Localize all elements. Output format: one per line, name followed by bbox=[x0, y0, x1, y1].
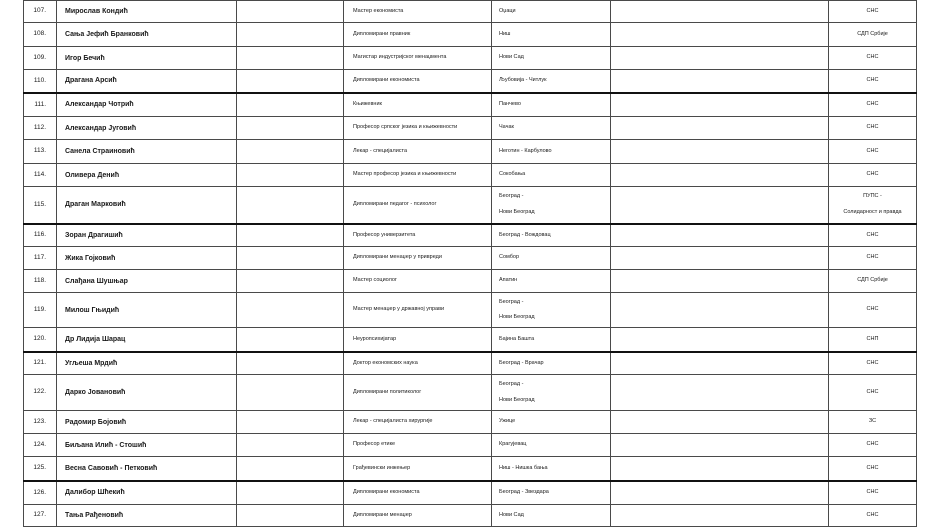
row-number: 120. bbox=[24, 328, 57, 352]
candidate-name: Биљана Илић - Стошић bbox=[57, 434, 237, 457]
candidate-name: Драгана Арсић bbox=[57, 70, 237, 93]
row-number: 115. bbox=[24, 187, 57, 224]
empty-cell bbox=[237, 187, 344, 224]
candidate-occupation-line: Дипломирани економиста bbox=[353, 489, 420, 495]
empty-cell bbox=[237, 47, 344, 70]
candidate-name: Сања Јефић Бранковић bbox=[57, 23, 237, 47]
candidate-party bbox=[829, 434, 917, 457]
candidate-party-line: СНС bbox=[866, 7, 879, 14]
candidate-party bbox=[829, 411, 917, 434]
candidate-residence-line: Београд - bbox=[499, 381, 524, 387]
table-row bbox=[24, 457, 917, 481]
candidate-occupation bbox=[344, 23, 492, 47]
candidate-party-line: СНС bbox=[866, 511, 879, 518]
table-row bbox=[24, 164, 917, 187]
table-row bbox=[24, 47, 917, 70]
candidate-residence bbox=[492, 70, 611, 93]
row-number: 116. bbox=[24, 224, 57, 247]
candidate-occupation bbox=[344, 247, 492, 270]
candidate-occupation bbox=[344, 70, 492, 93]
row-number: 107. bbox=[24, 1, 57, 23]
candidate-name: Зоран Драгишић bbox=[57, 224, 237, 247]
table-row bbox=[24, 411, 917, 434]
empty-cell bbox=[611, 457, 829, 481]
candidate-party-line: СНС bbox=[866, 147, 879, 154]
candidate-occupation bbox=[344, 434, 492, 457]
candidate-party-line: СНС bbox=[866, 306, 879, 313]
candidate-residence bbox=[492, 224, 611, 247]
empty-cell bbox=[237, 164, 344, 187]
table-row bbox=[24, 505, 917, 527]
candidate-party-line: СДП Србије bbox=[857, 277, 888, 284]
row-number: 112. bbox=[24, 117, 57, 140]
candidate-residence-line: Сомбор bbox=[499, 254, 520, 261]
candidate-party bbox=[829, 187, 917, 224]
candidate-residence-line: Београд - Врачар bbox=[499, 359, 544, 366]
candidate-party-line: Солидарност и правда bbox=[843, 208, 902, 215]
candidate-occupation bbox=[344, 375, 492, 411]
empty-cell bbox=[237, 375, 344, 411]
candidate-name: Весна Савовић - Петковић bbox=[57, 457, 237, 481]
candidate-occupation bbox=[344, 164, 492, 187]
candidate-party-line: СНС bbox=[866, 171, 879, 178]
table-row bbox=[24, 375, 917, 411]
candidate-occupation bbox=[344, 481, 492, 505]
candidate-party-line: СНС bbox=[866, 101, 879, 107]
candidate-residence-line: Неготин - Карбулово bbox=[499, 147, 552, 154]
candidate-party bbox=[829, 224, 917, 247]
candidate-occupation-line: Професор универзитета bbox=[353, 231, 416, 238]
candidate-residence-line: Љубовија - Читлук bbox=[499, 77, 547, 83]
candidate-name: Дарко Јовановић bbox=[57, 375, 237, 411]
candidate-residence bbox=[492, 328, 611, 352]
row-number: 119. bbox=[24, 293, 57, 328]
candidate-name: Радомир Бојовић bbox=[57, 411, 237, 434]
table-row bbox=[24, 352, 917, 375]
empty-cell bbox=[237, 117, 344, 140]
candidate-residence-line: Панчево bbox=[499, 101, 521, 107]
candidate-occupation-line: Доктор економских наука bbox=[353, 359, 418, 366]
table-row bbox=[24, 93, 917, 117]
candidate-name: Оливера Денић bbox=[57, 164, 237, 187]
row-number: 122. bbox=[24, 375, 57, 411]
candidate-occupation-line: Дипломирани правник bbox=[353, 30, 411, 37]
empty-cell bbox=[237, 1, 344, 23]
empty-cell bbox=[611, 375, 829, 411]
candidate-residence bbox=[492, 93, 611, 117]
empty-cell bbox=[611, 247, 829, 270]
candidate-residence bbox=[492, 411, 611, 434]
row-number: 125. bbox=[24, 457, 57, 481]
candidate-occupation bbox=[344, 505, 492, 527]
candidate-party-line: СНС bbox=[866, 54, 879, 61]
empty-cell bbox=[611, 140, 829, 164]
table-row bbox=[24, 247, 917, 270]
row-number: 113. bbox=[24, 140, 57, 164]
empty-cell bbox=[237, 247, 344, 270]
candidate-party bbox=[829, 247, 917, 270]
empty-cell bbox=[237, 505, 344, 527]
candidate-party-line: СНП bbox=[866, 335, 879, 342]
candidate-name: Далибор Шћекић bbox=[57, 481, 237, 505]
candidate-occupation-line: Књижевник bbox=[353, 101, 382, 107]
empty-cell bbox=[611, 224, 829, 247]
row-number: 126. bbox=[24, 481, 57, 505]
candidate-party bbox=[829, 293, 917, 328]
candidate-residence-line: Ужице bbox=[499, 418, 516, 425]
empty-cell bbox=[611, 23, 829, 47]
candidate-party-line: СДП Србије bbox=[857, 30, 888, 37]
candidate-occupation-line: Мастер економиста bbox=[353, 7, 404, 14]
candidate-residence bbox=[492, 117, 611, 140]
candidate-party bbox=[829, 23, 917, 47]
candidate-residence bbox=[492, 187, 611, 224]
empty-cell bbox=[611, 164, 829, 187]
candidate-name: Слађана Шушњар bbox=[57, 270, 237, 293]
candidate-occupation-line: Професор српског језика и књижевности bbox=[353, 124, 458, 131]
candidate-residence bbox=[492, 140, 611, 164]
candidate-residence-line: Београд - bbox=[499, 193, 524, 200]
candidate-name: Александар Чотрић bbox=[57, 93, 237, 117]
candidate-party bbox=[829, 481, 917, 505]
candidate-name: Игор Бечић bbox=[57, 47, 237, 70]
candidate-occupation bbox=[344, 457, 492, 481]
row-number: 121. bbox=[24, 352, 57, 375]
candidate-party bbox=[829, 505, 917, 527]
row-number: 127. bbox=[24, 505, 57, 527]
candidate-residence-line: Ниш - Нишка бања bbox=[499, 464, 548, 471]
candidate-residence bbox=[492, 23, 611, 47]
candidate-occupation-line: Дипломирани политиколог bbox=[353, 388, 422, 395]
candidate-party-line: СНС bbox=[866, 489, 879, 495]
candidate-name: Мирослав Кондић bbox=[57, 1, 237, 23]
row-number: 123. bbox=[24, 411, 57, 434]
candidate-residence bbox=[492, 375, 611, 411]
empty-cell bbox=[611, 328, 829, 352]
empty-cell bbox=[611, 117, 829, 140]
empty-cell bbox=[237, 70, 344, 93]
empty-cell bbox=[611, 47, 829, 70]
row-number: 124. bbox=[24, 434, 57, 457]
candidate-party-line: СНС bbox=[866, 77, 879, 83]
empty-cell bbox=[237, 140, 344, 164]
empty-cell bbox=[611, 434, 829, 457]
candidate-occupation bbox=[344, 411, 492, 434]
candidate-name: Александар Југовић bbox=[57, 117, 237, 140]
candidate-party-line: СНС bbox=[866, 441, 879, 448]
empty-cell bbox=[611, 1, 829, 23]
candidate-occupation-line: Дипломирани педагог - психолог bbox=[353, 201, 437, 207]
candidate-residence-line: Сокобања bbox=[499, 171, 526, 178]
candidate-party bbox=[829, 457, 917, 481]
table-row bbox=[24, 140, 917, 164]
candidate-occupation-line: Мастер професор језика и књижевности bbox=[353, 171, 457, 178]
empty-cell bbox=[237, 352, 344, 375]
row-number: 114. bbox=[24, 164, 57, 187]
candidate-residence-line: Београд - Звездара bbox=[499, 489, 549, 495]
empty-cell bbox=[611, 187, 829, 224]
row-number: 118. bbox=[24, 270, 57, 293]
table-row bbox=[24, 224, 917, 247]
candidate-name: Драган Марковић bbox=[57, 187, 237, 224]
candidate-party-line: ПУПС - bbox=[863, 193, 882, 200]
candidate-party-line: ЗС bbox=[868, 418, 877, 425]
candidate-occupation-line: Дипломирани менаџер у привреди bbox=[353, 254, 442, 261]
candidate-occupation bbox=[344, 328, 492, 352]
table-row bbox=[24, 328, 917, 352]
table-row bbox=[24, 187, 917, 224]
candidate-occupation-line: Мастер социолог bbox=[353, 277, 397, 284]
empty-cell bbox=[611, 481, 829, 505]
candidate-party bbox=[829, 70, 917, 93]
candidate-occupation-line: Професор етике bbox=[353, 441, 396, 448]
candidate-occupation-line: Грађевински инжењер bbox=[353, 464, 411, 471]
candidate-residence-line: Оџаци bbox=[499, 7, 516, 14]
candidate-residence bbox=[492, 164, 611, 187]
table-row bbox=[24, 23, 917, 47]
candidate-residence bbox=[492, 505, 611, 527]
candidate-party bbox=[829, 117, 917, 140]
empty-cell bbox=[237, 434, 344, 457]
candidate-residence bbox=[492, 457, 611, 481]
candidate-party bbox=[829, 375, 917, 411]
candidate-residence bbox=[492, 293, 611, 328]
candidate-occupation-line: Магистар индустријског менаџмента bbox=[353, 54, 447, 61]
candidate-name: Санела Страиновић bbox=[57, 140, 237, 164]
candidate-occupation bbox=[344, 187, 492, 224]
candidate-occupation bbox=[344, 47, 492, 70]
candidate-rows bbox=[24, 1, 917, 527]
candidate-party-line: СНС bbox=[866, 359, 879, 366]
empty-cell bbox=[611, 411, 829, 434]
candidate-residence bbox=[492, 481, 611, 505]
candidate-party bbox=[829, 93, 917, 117]
candidate-party bbox=[829, 1, 917, 23]
table-row bbox=[24, 293, 917, 328]
table-row bbox=[24, 434, 917, 457]
candidate-residence-line: Ниш bbox=[499, 30, 511, 37]
candidate-party-line: СНС bbox=[866, 388, 879, 395]
candidate-occupation-line: Неуропсихијатар bbox=[353, 335, 397, 342]
candidate-name: Тања Рађеновић bbox=[57, 505, 237, 527]
candidate-name: Милош Гњидић bbox=[57, 293, 237, 328]
empty-cell bbox=[237, 224, 344, 247]
candidate-residence bbox=[492, 1, 611, 23]
candidate-party bbox=[829, 352, 917, 375]
candidate-residence bbox=[492, 352, 611, 375]
table-row bbox=[24, 1, 917, 23]
candidate-party-line: СНС bbox=[866, 254, 879, 261]
empty-cell bbox=[611, 293, 829, 328]
candidate-residence-line: Нови Сад bbox=[499, 54, 524, 61]
empty-cell bbox=[237, 293, 344, 328]
row-number: 110. bbox=[24, 70, 57, 93]
empty-cell bbox=[611, 352, 829, 375]
empty-cell bbox=[237, 270, 344, 293]
table-row bbox=[24, 117, 917, 140]
candidate-party bbox=[829, 270, 917, 293]
empty-cell bbox=[237, 328, 344, 352]
empty-cell bbox=[611, 505, 829, 527]
candidate-occupation bbox=[344, 270, 492, 293]
candidate-residence-line: Бајина Башта bbox=[499, 335, 535, 342]
candidate-residence-line: Београд - bbox=[499, 298, 524, 305]
candidate-residence bbox=[492, 434, 611, 457]
empty-cell bbox=[237, 93, 344, 117]
candidate-occupation-line: Дипломирани економиста bbox=[353, 77, 420, 83]
candidate-party-line: СНС bbox=[866, 231, 879, 238]
candidate-residence-line: Нови Сад bbox=[499, 511, 524, 518]
candidate-occupation-line: Лекар - специјалиста bbox=[353, 147, 408, 154]
table-row bbox=[24, 481, 917, 505]
candidate-occupation bbox=[344, 352, 492, 375]
row-number: 117. bbox=[24, 247, 57, 270]
candidate-residence bbox=[492, 247, 611, 270]
row-number: 108. bbox=[24, 23, 57, 47]
candidate-residence-line: Апатин bbox=[499, 277, 518, 284]
empty-cell bbox=[611, 270, 829, 293]
candidate-occupation bbox=[344, 293, 492, 328]
empty-cell bbox=[611, 93, 829, 117]
candidate-occupation-line: Лекар - специјалиста хирургије bbox=[353, 418, 433, 425]
empty-cell bbox=[237, 23, 344, 47]
candidate-occupation bbox=[344, 117, 492, 140]
candidate-party bbox=[829, 140, 917, 164]
candidate-occupation-line: Дипломирани менаџер bbox=[353, 511, 412, 518]
candidate-party bbox=[829, 328, 917, 352]
candidate-name: Жика Гојковић bbox=[57, 247, 237, 270]
candidate-residence bbox=[492, 270, 611, 293]
candidate-occupation bbox=[344, 1, 492, 23]
empty-cell bbox=[237, 481, 344, 505]
candidate-residence-line: Крагујевац bbox=[499, 441, 527, 448]
empty-cell bbox=[611, 70, 829, 93]
candidate-residence-line: Београд - Вождовац bbox=[499, 231, 551, 238]
candidate-residence-line: Нови Београд bbox=[499, 314, 535, 320]
table-row bbox=[24, 70, 917, 93]
empty-cell bbox=[237, 457, 344, 481]
candidate-residence-line: Чачак bbox=[499, 124, 514, 131]
table-row bbox=[24, 270, 917, 293]
candidate-name: Др Лидија Шарац bbox=[57, 328, 237, 352]
candidate-party bbox=[829, 164, 917, 187]
candidate-occupation bbox=[344, 93, 492, 117]
candidate-party-line: СНС bbox=[866, 124, 879, 131]
candidate-name: Угљеша Мрдић bbox=[57, 352, 237, 375]
candidate-residence bbox=[492, 47, 611, 70]
candidate-residence-line: Нови Београд bbox=[499, 208, 535, 215]
candidate-residence-line: Нови Београд bbox=[499, 396, 535, 403]
candidate-occupation bbox=[344, 140, 492, 164]
candidate-party-line: СНС bbox=[866, 464, 879, 471]
candidate-occupation-line: Мастер менаџер у државној управи bbox=[353, 306, 445, 313]
candidate-occupation bbox=[344, 224, 492, 247]
candidate-party bbox=[829, 47, 917, 70]
empty-cell bbox=[237, 411, 344, 434]
row-number: 111. bbox=[24, 93, 57, 117]
row-number: 109. bbox=[24, 47, 57, 70]
candidate-list-table bbox=[23, 0, 917, 527]
